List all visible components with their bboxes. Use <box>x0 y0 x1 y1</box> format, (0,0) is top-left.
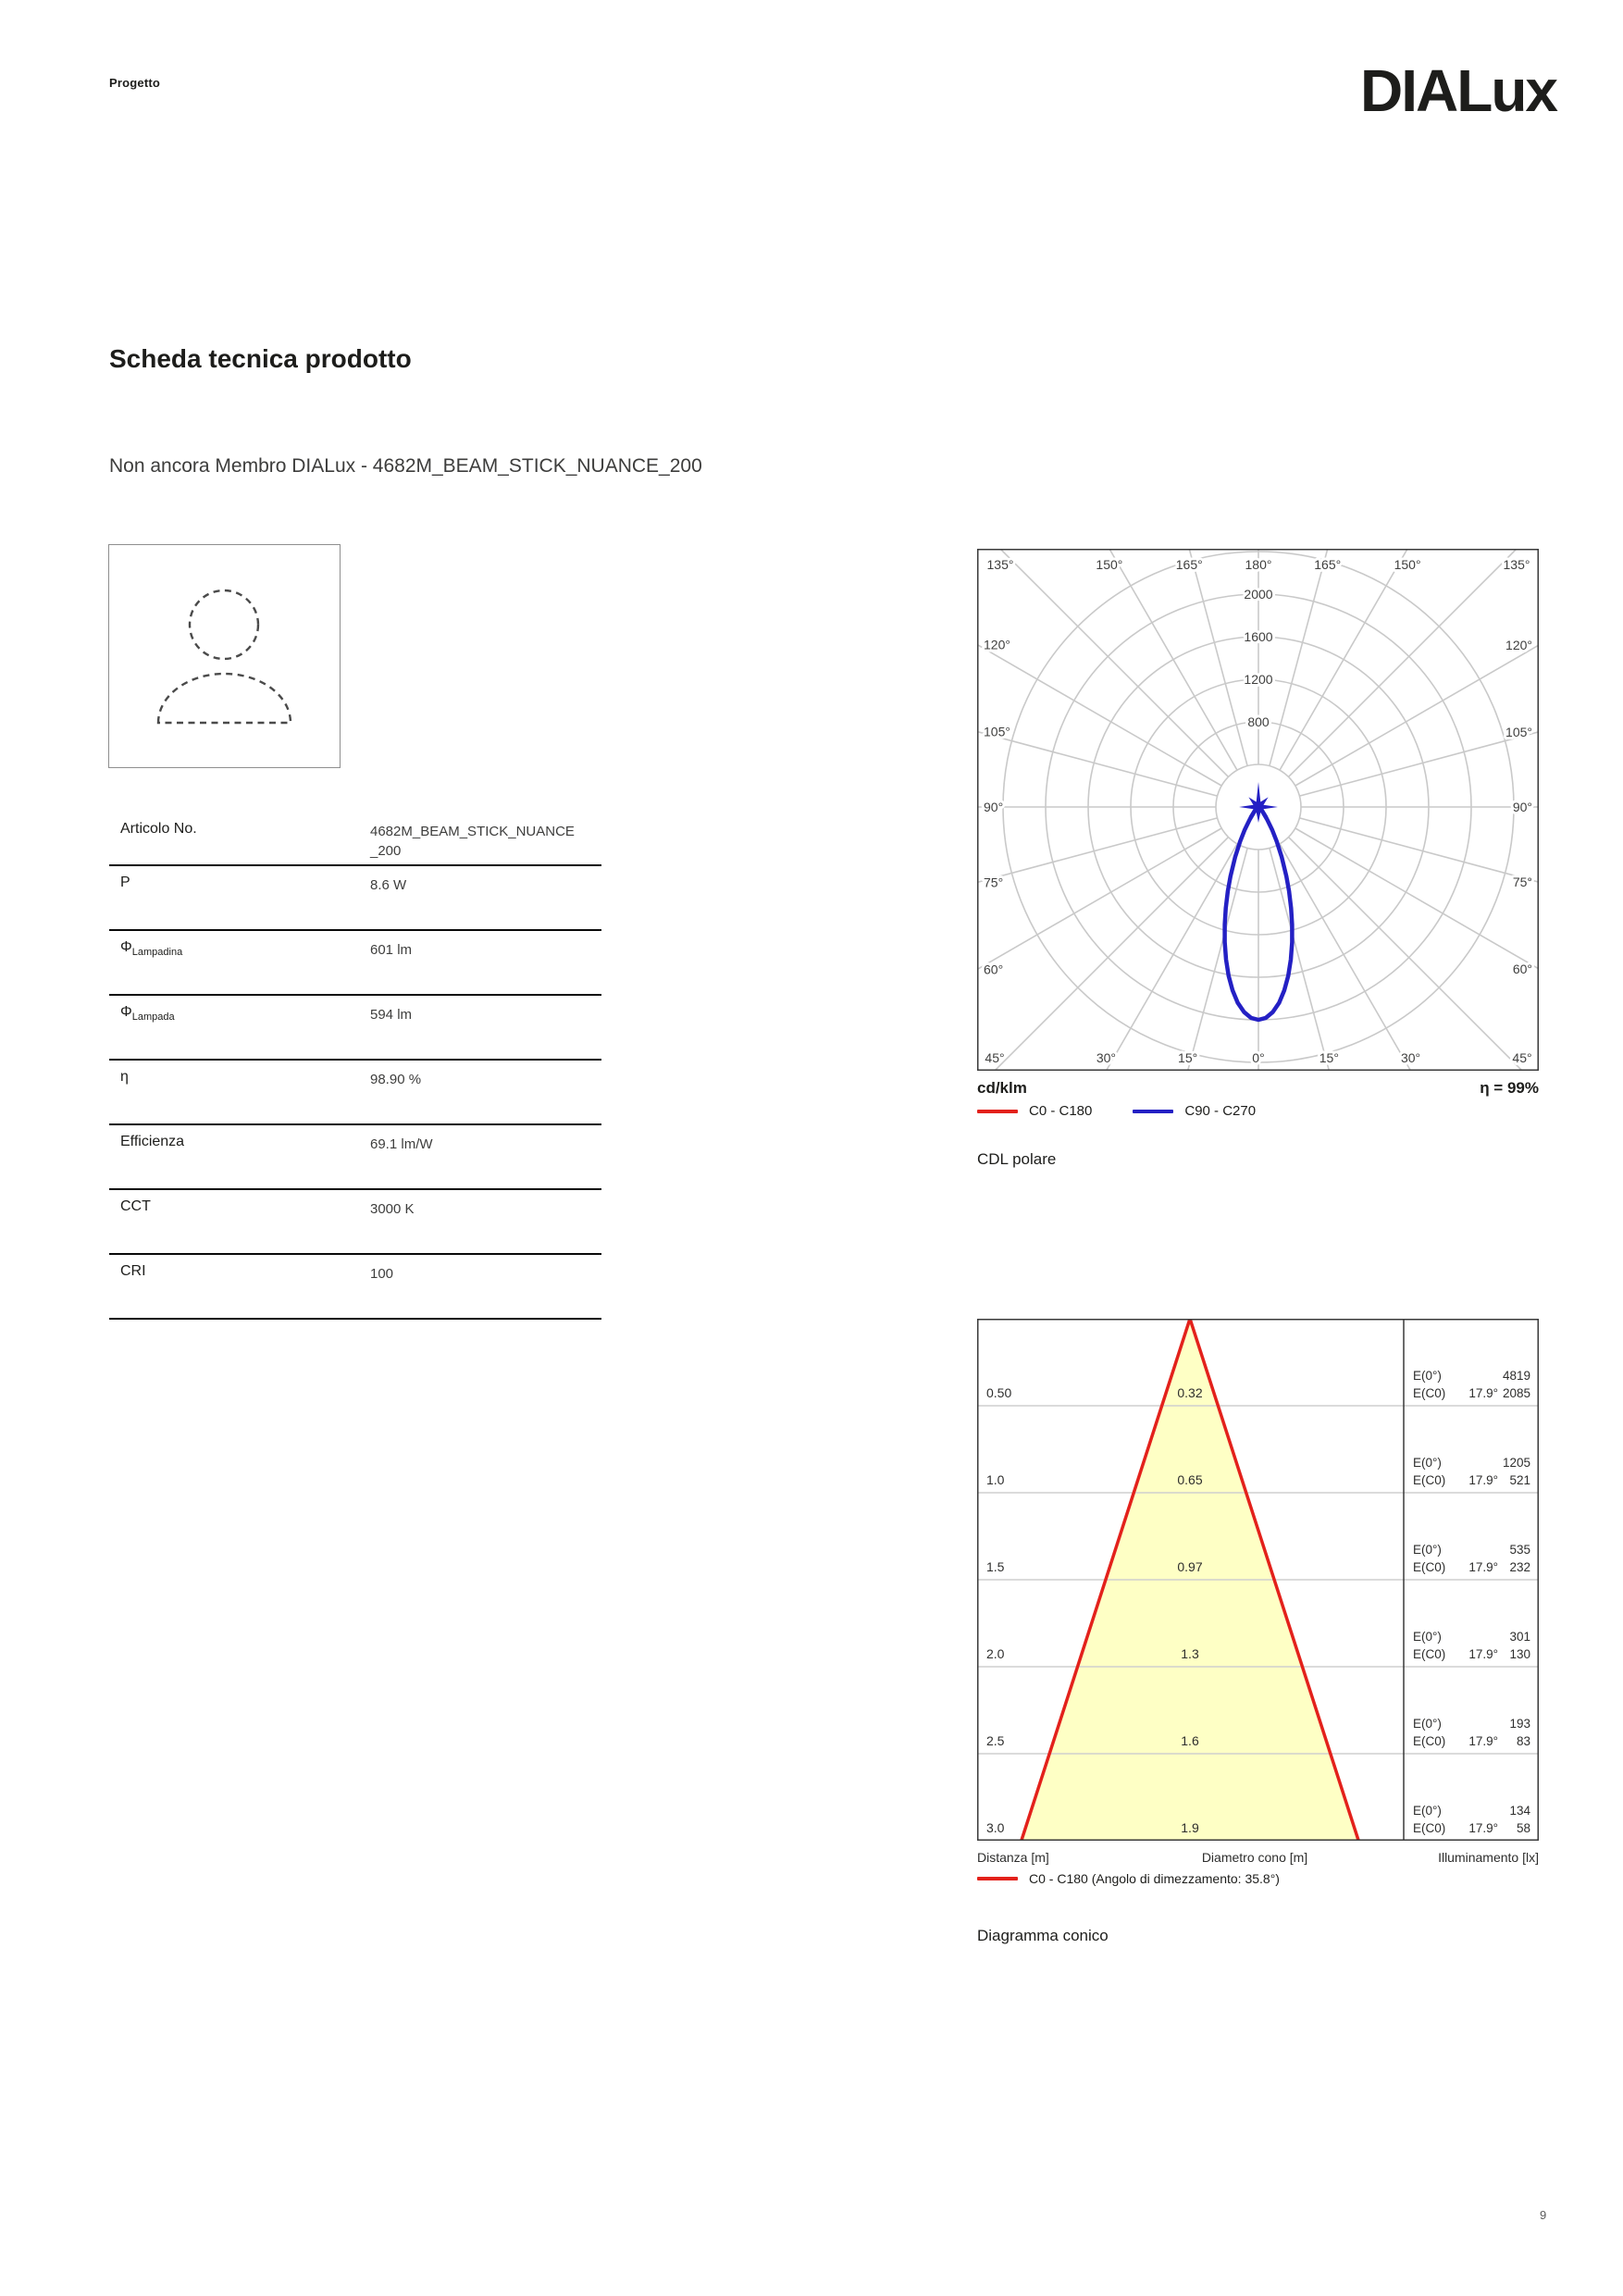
svg-text:193: 193 <box>1509 1717 1530 1731</box>
svg-text:1205: 1205 <box>1502 1456 1530 1470</box>
svg-text:232: 232 <box>1509 1560 1530 1574</box>
dialux-logo <box>1360 57 1556 124</box>
svg-text:1.3: 1.3 <box>1181 1646 1199 1661</box>
cone-legend-label: C0 - C180 (Angolo di dimezzamento: 35.8°) <box>1029 1871 1280 1886</box>
svg-text:0.50: 0.50 <box>986 1385 1012 1400</box>
spec-row-flusso-lampada <box>109 996 601 1061</box>
svg-text:0.97: 0.97 <box>1177 1559 1203 1574</box>
svg-text:2085: 2085 <box>1502 1386 1530 1400</box>
svg-text:E(0°): E(0°) <box>1413 1630 1442 1644</box>
legend-label-c90-c270: C90 - C270 <box>1184 1103 1257 1119</box>
svg-text:1200: 1200 <box>1244 672 1273 687</box>
svg-text:165°: 165° <box>1314 557 1342 572</box>
spec-row-articolo <box>109 813 601 866</box>
spec-label: CRI <box>120 1263 146 1279</box>
svg-text:1.0: 1.0 <box>986 1472 1005 1487</box>
svg-text:30°: 30° <box>1400 1050 1421 1065</box>
svg-text:45°: 45° <box>1512 1050 1532 1065</box>
logo-text-ux: ux <box>1491 57 1556 124</box>
svg-text:30°: 30° <box>1096 1050 1117 1065</box>
polar-legend-header <box>977 1079 1539 1098</box>
svg-text:17.9°: 17.9° <box>1468 1386 1498 1400</box>
spec-value: 100 <box>370 1266 394 1282</box>
svg-text:1600: 1600 <box>1244 629 1273 644</box>
page-title: Scheda tecnica prodotto <box>109 344 412 373</box>
polar-eta-label: η = 99% <box>1480 1079 1539 1097</box>
svg-text:150°: 150° <box>1096 557 1123 572</box>
svg-text:E(0°): E(0°) <box>1413 1543 1442 1557</box>
svg-text:301: 301 <box>1509 1630 1530 1644</box>
svg-text:105°: 105° <box>984 724 1010 739</box>
legend-line-cone-c0-c180 <box>977 1877 1018 1880</box>
svg-text:E(C0): E(C0) <box>1413 1647 1446 1661</box>
svg-text:1.5: 1.5 <box>986 1559 1005 1574</box>
svg-text:75°: 75° <box>984 875 1004 890</box>
cone-diagram-chart <box>977 1319 1539 1841</box>
svg-text:3.0: 3.0 <box>986 1820 1005 1835</box>
spec-label: $\Phi_{Lampadina}$ <box>120 939 183 959</box>
spec-label: Articolo No. <box>120 821 197 837</box>
spec-label: P <box>120 875 130 890</box>
svg-text:E(0°): E(0°) <box>1413 1804 1442 1818</box>
svg-text:E(0°): E(0°) <box>1413 1717 1442 1731</box>
svg-text:17.9°: 17.9° <box>1468 1473 1498 1487</box>
svg-text:165°: 165° <box>1175 557 1203 572</box>
svg-text:E(0°): E(0°) <box>1413 1456 1442 1470</box>
product-subtitle: Non ancora Membro DIALux - 4682M_BEAM_STICK_NUANCE_200 <box>109 455 702 477</box>
svg-text:1.6: 1.6 <box>1181 1733 1199 1748</box>
svg-text:2.0: 2.0 <box>986 1646 1005 1661</box>
svg-text:90°: 90° <box>984 800 1004 814</box>
cone-col-illuminance: Illuminamento [lx] <box>1438 1850 1539 1865</box>
spec-value: 3000 K <box>370 1201 415 1217</box>
svg-text:60°: 60° <box>984 962 1004 977</box>
spec-label: CCT <box>120 1198 151 1214</box>
svg-text:800: 800 <box>1247 714 1270 729</box>
svg-text:17.9°: 17.9° <box>1468 1647 1498 1661</box>
svg-text:15°: 15° <box>1319 1050 1339 1065</box>
spec-table <box>109 813 601 1320</box>
svg-text:135°: 135° <box>1503 557 1530 572</box>
logo-text-dial: DIAL <box>1360 57 1492 124</box>
svg-text:120°: 120° <box>984 637 1010 652</box>
svg-text:150°: 150° <box>1394 557 1421 572</box>
spec-value: 69.1 lm/W <box>370 1136 433 1152</box>
svg-text:4819: 4819 <box>1502 1369 1530 1383</box>
svg-text:17.9°: 17.9° <box>1468 1821 1498 1835</box>
spec-row-p <box>109 866 601 931</box>
legend-line-c0-c180 <box>977 1110 1018 1113</box>
cone-legend <box>977 1871 1280 1886</box>
cone-caption: Diagramma conico <box>977 1927 1109 1944</box>
polar-unit-label: cd/klm <box>977 1079 1027 1097</box>
project-label: Progetto <box>109 76 161 90</box>
svg-text:90°: 90° <box>1512 800 1532 814</box>
cone-col-diameter: Diametro cono [m] <box>1201 1850 1308 1865</box>
spec-label: η <box>120 1069 129 1085</box>
page-number: 9 <box>1540 2208 1547 2222</box>
svg-text:120°: 120° <box>1505 638 1532 653</box>
spec-value: 8.6 W <box>370 877 407 893</box>
svg-text:E(C0): E(C0) <box>1413 1473 1446 1487</box>
spec-row-efficienza <box>109 1125 601 1190</box>
product-image-placeholder <box>108 544 341 768</box>
svg-text:1.9: 1.9 <box>1181 1820 1199 1835</box>
svg-text:60°: 60° <box>1512 961 1532 976</box>
svg-text:535: 535 <box>1509 1543 1530 1557</box>
polar-cdl-chart <box>977 549 1539 1071</box>
svg-text:E(C0): E(C0) <box>1413 1560 1446 1574</box>
spec-value: 4682M_BEAM_STICK_NUANCE_200 <box>370 824 575 859</box>
svg-text:15°: 15° <box>1178 1050 1198 1065</box>
svg-text:0.65: 0.65 <box>1177 1472 1203 1487</box>
spec-value: 594 lm <box>370 1007 413 1023</box>
spec-row-flusso-lampadina <box>109 931 601 996</box>
spec-value: 601 lm <box>370 942 413 958</box>
svg-text:E(C0): E(C0) <box>1413 1821 1446 1835</box>
svg-text:83: 83 <box>1516 1734 1530 1748</box>
svg-text:180°: 180° <box>1245 557 1272 572</box>
svg-text:2000: 2000 <box>1244 587 1273 602</box>
svg-text:E(C0): E(C0) <box>1413 1386 1446 1400</box>
legend-line-c90-c270 <box>1133 1110 1173 1113</box>
svg-text:130: 130 <box>1509 1647 1530 1661</box>
svg-text:521: 521 <box>1509 1473 1530 1487</box>
spec-label: Efficienza <box>120 1134 185 1149</box>
svg-text:105°: 105° <box>1505 724 1532 739</box>
spec-row-eta <box>109 1061 601 1125</box>
svg-text:135°: 135° <box>986 557 1014 572</box>
svg-text:58: 58 <box>1516 1821 1530 1835</box>
svg-text:E(C0): E(C0) <box>1413 1734 1446 1748</box>
svg-text:2.5: 2.5 <box>986 1733 1005 1748</box>
polar-legend <box>977 1103 1539 1119</box>
svg-text:E(0°): E(0°) <box>1413 1369 1442 1383</box>
legend-label-c0-c180: C0 - C180 <box>1029 1103 1093 1119</box>
spec-row-cri <box>109 1255 601 1320</box>
cone-footer <box>977 1850 1539 1865</box>
spec-row-cct <box>109 1190 601 1255</box>
svg-text:45°: 45° <box>985 1050 1005 1065</box>
svg-text:75°: 75° <box>1512 875 1532 890</box>
svg-text:134: 134 <box>1509 1804 1530 1818</box>
svg-text:17.9°: 17.9° <box>1468 1560 1498 1574</box>
svg-text:17.9°: 17.9° <box>1468 1734 1498 1748</box>
person-icon <box>109 545 340 767</box>
luminaire-star-icon <box>1239 782 1278 823</box>
cone-col-distance: Distanza [m] <box>977 1850 1049 1865</box>
spec-label: $\Phi_{Lampada}$ <box>120 1004 175 1024</box>
polar-caption: CDL polare <box>977 1150 1057 1168</box>
spec-value: 98.90 % <box>370 1072 422 1087</box>
svg-text:0.32: 0.32 <box>1177 1385 1203 1400</box>
svg-text:0°: 0° <box>1252 1050 1265 1065</box>
